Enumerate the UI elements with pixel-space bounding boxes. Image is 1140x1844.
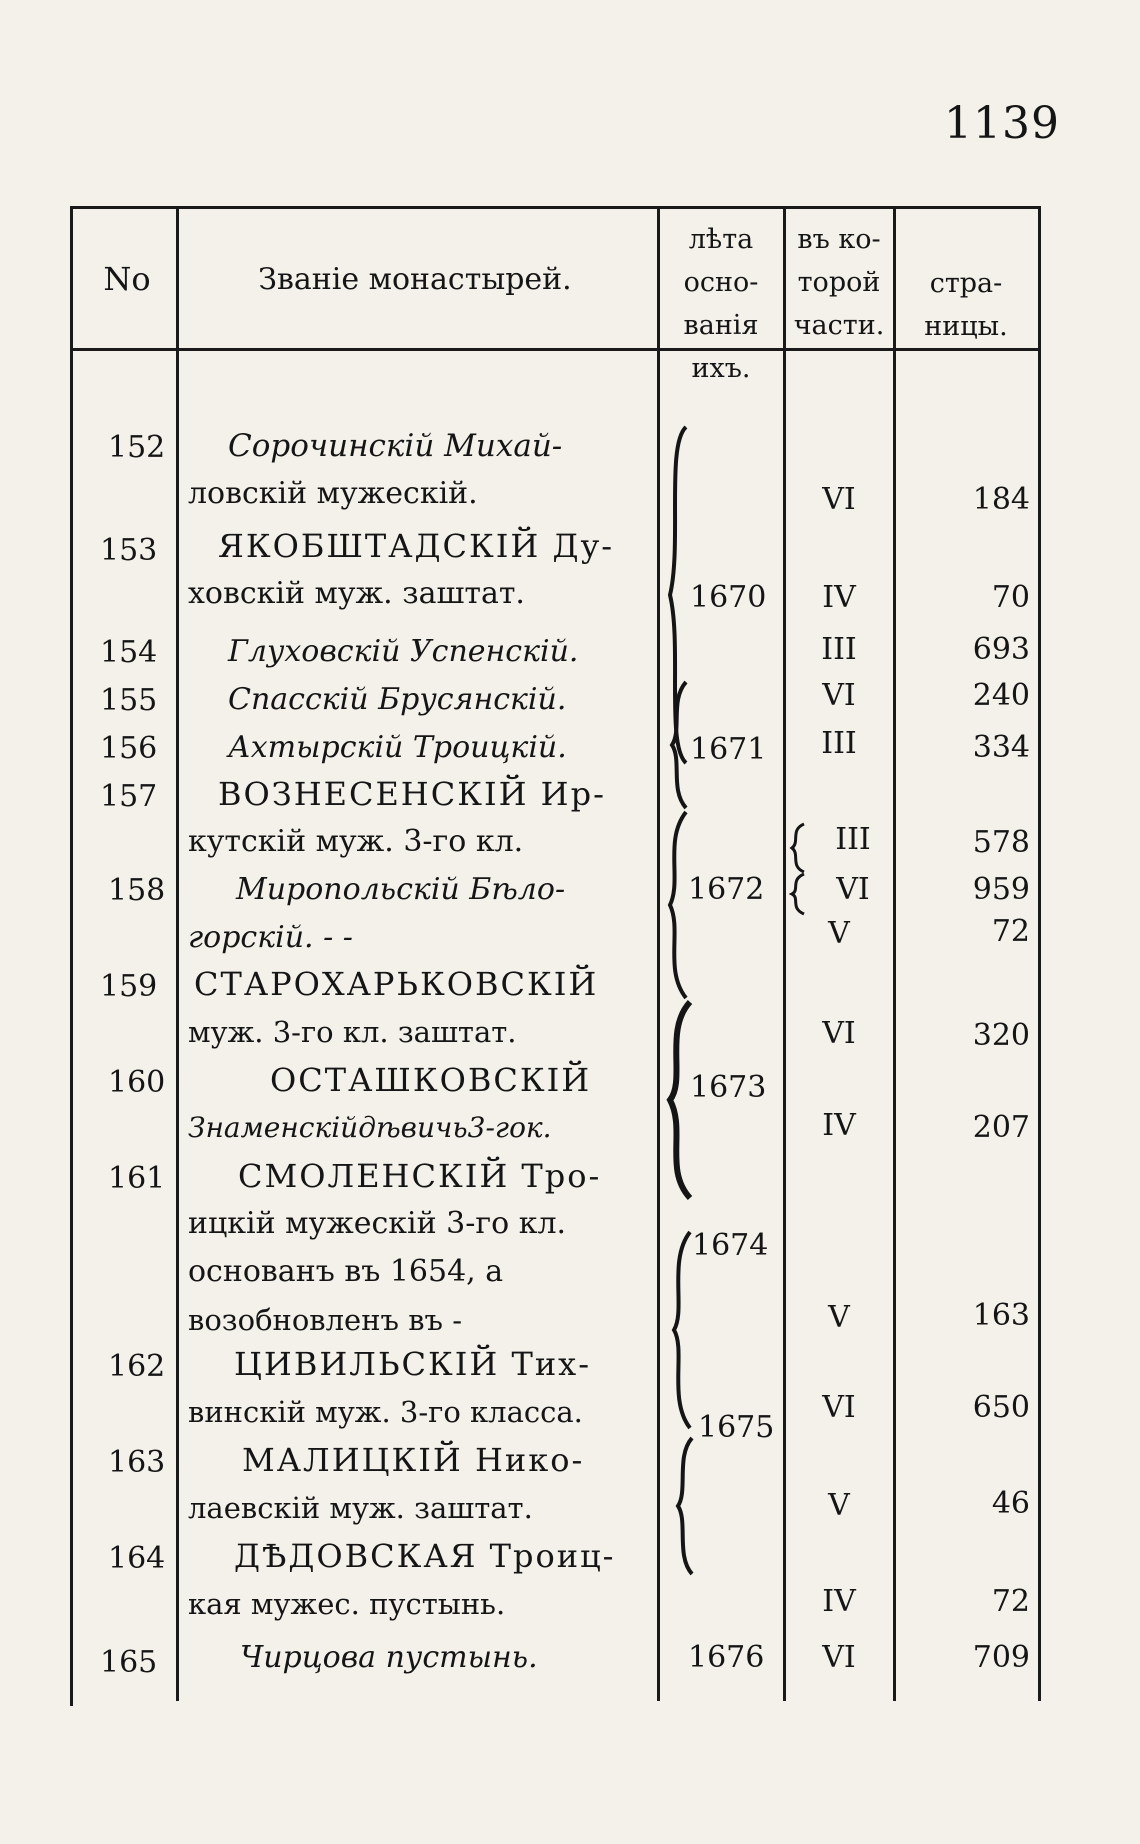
- row-165-year: 1676: [688, 1640, 765, 1675]
- row-155-title: Спасскій Брусянскій.: [228, 682, 567, 717]
- brace-1673-icon: [660, 1000, 694, 1200]
- row-153-no: 153: [100, 533, 158, 568]
- row-154-no: 154: [100, 635, 158, 670]
- row-156-no: 156: [100, 731, 158, 766]
- row-157-page: 578: [972, 825, 1030, 860]
- row-161-title: СМОЛЕНСКІЙ Тро- ицкій мужескій 3-го кл. основанъ въ 1654, а возобновленъ въ -: [188, 1157, 602, 1337]
- row-155-no: 155: [100, 683, 158, 718]
- row-163-page: 46: [991, 1486, 1030, 1521]
- row-158-page: 959: [972, 872, 1030, 907]
- row-165-no: 165: [100, 1645, 158, 1680]
- row-162-part: VI: [822, 1390, 856, 1425]
- header-title: Званіе монастырей.: [258, 262, 572, 297]
- row-160-title: ОСТАШКОВСКІЙ Знаменскійдѣвичь3-гок.: [188, 1061, 592, 1144]
- row-152-no: 152: [108, 430, 166, 465]
- row-163-part: V: [828, 1488, 850, 1523]
- col-divider-year: [783, 206, 786, 1701]
- row-165-title: Чирцова пустынь.: [240, 1640, 538, 1675]
- row-162-no: 162: [108, 1349, 166, 1384]
- brace-1671-icon: [664, 680, 690, 810]
- row-154-page: 693: [972, 632, 1030, 667]
- row-164-part: IV: [822, 1584, 856, 1619]
- row-152-part: VI: [822, 482, 856, 517]
- header-no: No: [103, 260, 151, 298]
- col-divider-no: [176, 206, 179, 1701]
- row-161-no: 161: [108, 1161, 166, 1196]
- row-161-page: 163: [972, 1298, 1030, 1333]
- row-164-title: ДѢДОВСКАЯ Троиц- кая мужес. пустынь.: [188, 1537, 616, 1621]
- row-159-no: 159: [100, 969, 158, 1004]
- row-157-no: 157: [100, 779, 158, 814]
- header-page: стра- ницы.: [924, 268, 1008, 342]
- col-divider-part: [893, 206, 896, 1701]
- row-163-title: МАЛИЦКІЙ Нико- лаевскій муж. заштат.: [188, 1441, 585, 1525]
- brace-1675-icon: [670, 1436, 696, 1576]
- page-number: 1139: [944, 98, 1060, 149]
- row-164-no: 164: [108, 1541, 166, 1576]
- row-156-year: 1671: [690, 732, 767, 767]
- brace-part-157-icon: [786, 822, 806, 874]
- row-158-extra-page: 72: [991, 914, 1030, 949]
- row-160-no: 160: [108, 1065, 166, 1100]
- row-159-title: СТАРОХАРЬКОВСКІЙ муж. 3-го кл. заштат.: [188, 965, 599, 1049]
- row-157-part: III: [835, 822, 871, 857]
- row-154-title: Глуховскій Успенскій.: [228, 634, 579, 669]
- row-157-title: ВОЗНЕСЕНСКІЙ Ир- кутскій муж. 3-го кл.: [188, 775, 606, 859]
- brace-1674-icon: [664, 1230, 694, 1430]
- row-160-page: 207: [972, 1110, 1030, 1145]
- row-154-part: III: [821, 632, 857, 667]
- row-156-title: Ахтырскій Троицкій.: [228, 730, 567, 765]
- row-153-part: IV: [822, 580, 856, 615]
- row-162-page: 650: [972, 1390, 1030, 1425]
- row-155-part: VI: [822, 678, 856, 713]
- row-158-title: Миропольскій Бѣло- горскій. - -: [188, 872, 566, 955]
- row-153-year: 1670: [690, 580, 767, 615]
- row-152-page: 184: [972, 482, 1030, 517]
- row-161-year: 1674: [692, 1228, 769, 1263]
- row-155-page: 240: [972, 678, 1030, 713]
- row-153-page: 70: [991, 580, 1030, 615]
- row-163-year: 1675: [698, 1410, 775, 1445]
- row-152-title: Сорочинскій Михай- ловскій мужескій.: [188, 428, 563, 511]
- left-border: [70, 206, 73, 1706]
- row-164-page: 72: [991, 1584, 1030, 1619]
- row-158-extra-part: V: [828, 916, 850, 951]
- row-165-page: 709: [972, 1640, 1030, 1675]
- row-160-year: 1673: [690, 1070, 767, 1105]
- header-years: лѣта осно- ванія ихъ.: [683, 224, 759, 384]
- row-159-part: VI: [822, 1016, 856, 1051]
- row-161-part: V: [828, 1300, 850, 1335]
- row-156-part: III: [821, 726, 857, 761]
- row-158-part: VI: [836, 872, 870, 907]
- brace-1672-icon: [660, 810, 690, 1000]
- header-part: въ ко- торой части.: [793, 224, 885, 341]
- brace-part-158-icon: [786, 872, 806, 916]
- row-153-title: ЯКОБШТАДСКІЙ Ду- ховскій муж. заштат.: [188, 527, 615, 611]
- row-163-no: 163: [108, 1445, 166, 1480]
- row-158-year: 1672: [688, 872, 765, 907]
- row-156-page: 334: [972, 730, 1030, 765]
- row-165-part: VI: [822, 1640, 856, 1675]
- row-158-no: 158: [108, 873, 166, 908]
- monastery-table: [70, 200, 1040, 1705]
- row-159-page: 320: [972, 1018, 1030, 1053]
- row-162-title: ЦИВИЛЬСКІЙ Тих- винскій муж. 3-го класса.: [188, 1345, 591, 1429]
- right-border: [1038, 206, 1041, 1701]
- row-160-part: IV: [822, 1108, 856, 1143]
